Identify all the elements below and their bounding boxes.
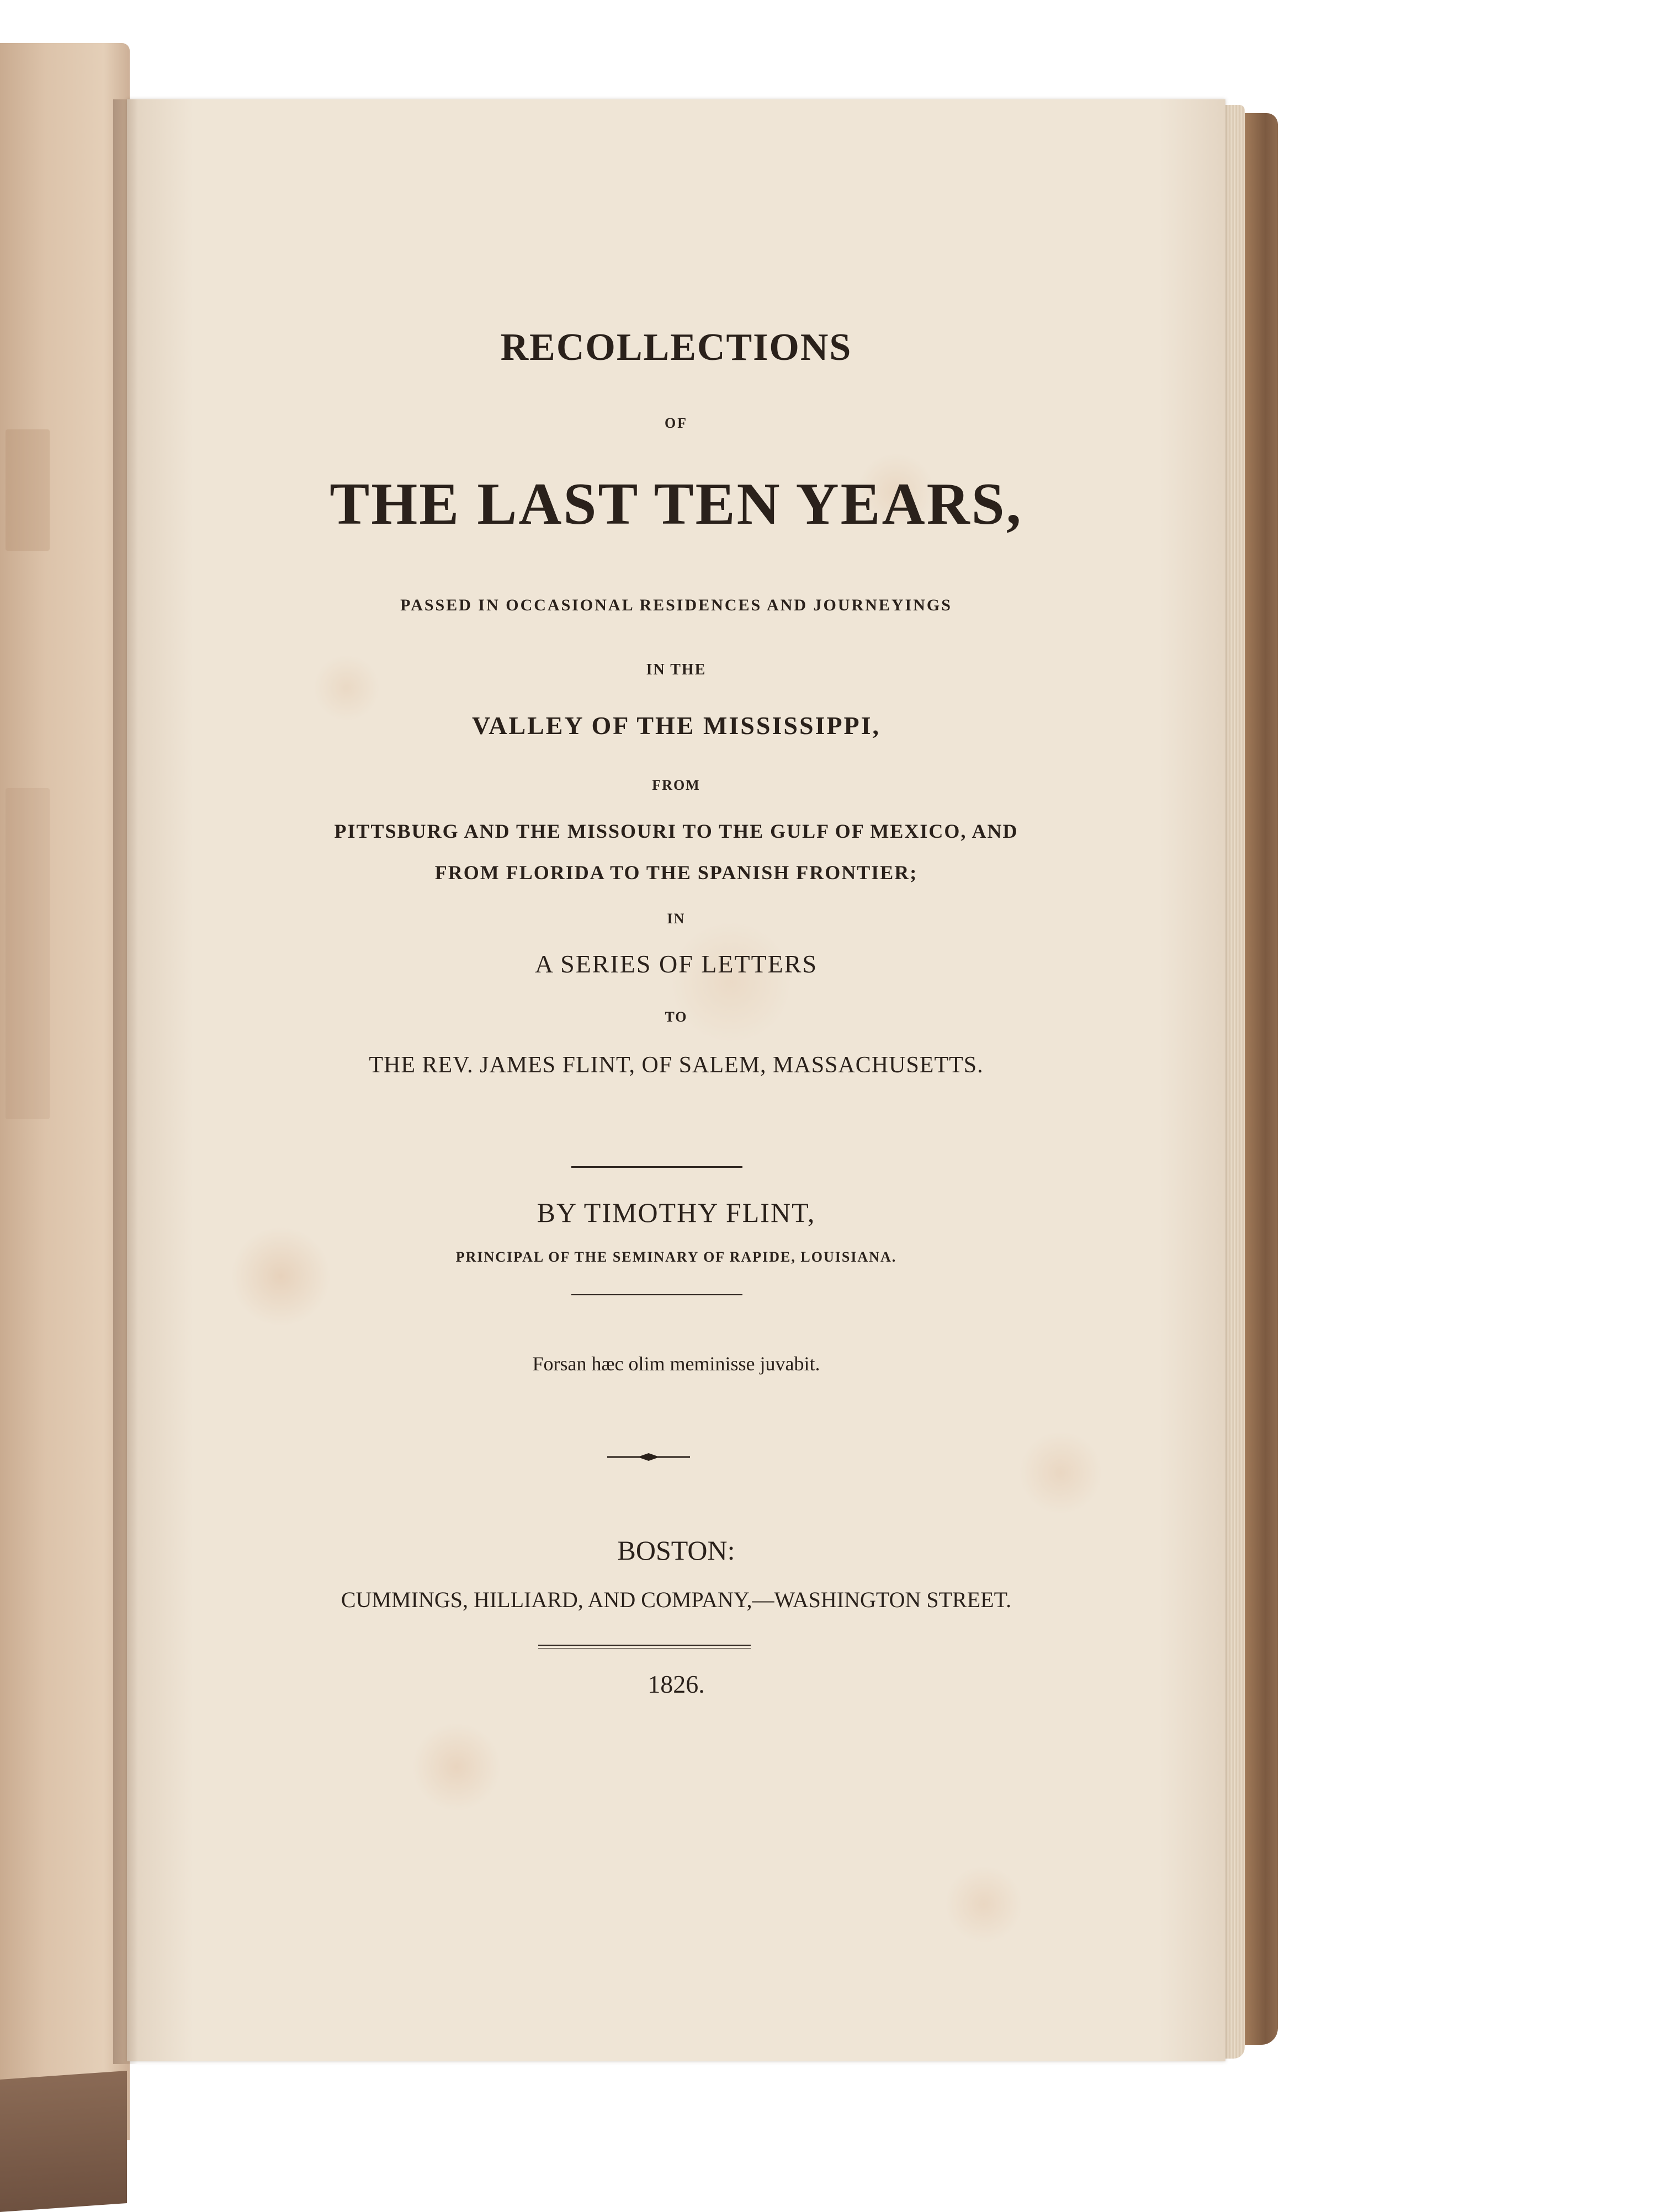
recipient: THE REV. JAMES FLINT, OF SALEM, MASSACHUSETTS. xyxy=(369,1052,984,1078)
route-line-1: PITTSBURG AND THE MISSOURI TO THE GULF OF MEXICO, AND xyxy=(334,820,1018,842)
subtitle-series: A SERIES OF LETTERS xyxy=(534,950,818,978)
subtitle-from: FROM xyxy=(652,777,700,793)
gutter-shadow xyxy=(113,99,138,2064)
title: RECOLLECTIONS xyxy=(500,326,852,369)
subtitle-passed: PASSED IN OCCASIONAL RESIDENCES AND JOURNEYINGS xyxy=(400,596,952,614)
subtitle-in: IN xyxy=(667,911,686,927)
author: BY TIMOTHY FLINT, xyxy=(537,1197,816,1228)
subtitle-valley: VALLEY OF THE MISSISSIPPI, xyxy=(471,711,881,740)
title-connector-of: OF xyxy=(664,415,688,431)
separator-rule xyxy=(571,1166,742,1168)
imprint-year: 1826. xyxy=(647,1670,705,1698)
book-cover-corner xyxy=(0,2071,127,2212)
subtitle-in-the: IN THE xyxy=(646,661,707,678)
main-title: THE LAST TEN YEARS, xyxy=(330,471,1023,537)
motto: Forsan hæc olim meminisse juvabit. xyxy=(532,1353,820,1375)
ornament-divider xyxy=(607,1449,690,1465)
subtitle-to: TO xyxy=(665,1009,688,1025)
route-line-2: FROM FLORIDA TO THE SPANISH FRONTIER; xyxy=(434,862,918,884)
left-page-edge xyxy=(0,43,130,2140)
imprint-city: BOSTON: xyxy=(617,1535,735,1566)
bleed-through-mark xyxy=(6,788,50,1119)
bleed-through-mark xyxy=(6,429,50,551)
title-page xyxy=(127,99,1225,2061)
separator-rule xyxy=(571,1294,742,1295)
imprint-publisher: CUMMINGS, HILLIARD, AND COMPANY,—WASHINGTON STREET. xyxy=(341,1587,1012,1612)
author-title: PRINCIPAL OF THE SEMINARY OF RAPIDE, LOUISIANA. xyxy=(455,1249,897,1265)
separator-rule xyxy=(538,1645,751,1646)
